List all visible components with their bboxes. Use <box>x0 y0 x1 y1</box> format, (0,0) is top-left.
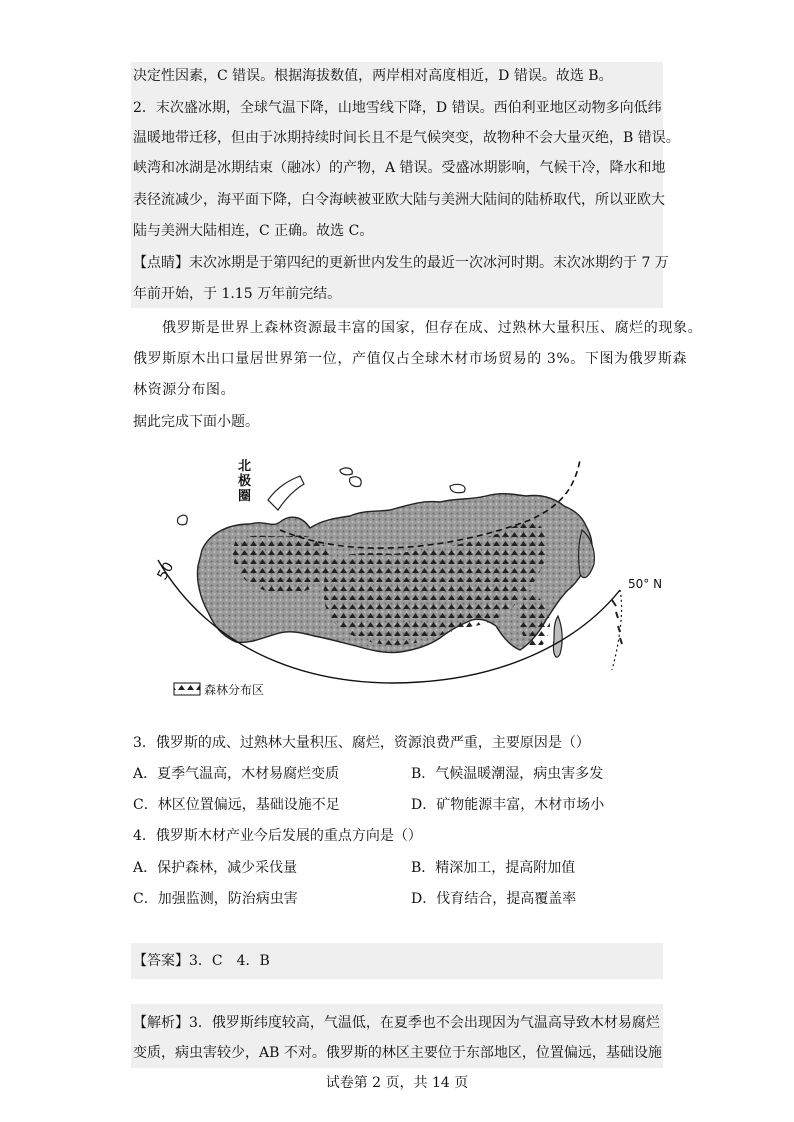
analysis-line: 温暖地带迁移，但由于冰期持续时间长且不是气候突变，故物种不会大量灭绝，B 错误。 <box>133 130 680 146</box>
kuril-islands <box>612 600 622 644</box>
intro-line: 俄罗斯原木出口量居世界第一位，产值仅占全球木材市场贸易的 3%。下图为俄罗斯森 <box>133 351 688 367</box>
q4-option-b: B．精深加工，提高附加值 <box>411 860 576 876</box>
kamchatka-peninsula <box>579 530 595 578</box>
question-3: 3．俄罗斯的成、过熟林大量积压、腐烂，资源浪费严重，主要原因是（） <box>133 735 590 751</box>
russia-forest-map <box>150 440 670 710</box>
q4-option-c: C．加强监测，防治病虫害 <box>133 891 298 907</box>
svalbard <box>177 515 187 525</box>
legend-swatch <box>174 683 200 695</box>
q4-option-d: D．伐育结合，提高覆盖率 <box>411 891 577 907</box>
franz-josef-land <box>340 468 352 475</box>
analysis-line: 表径流减少，海平面下降，白令海峡被亚欧大陆与美洲大陆间的陆桥取代，所以亚欧大 <box>133 192 665 208</box>
q3-option-c: C．林区位置偏远，基础设施不足 <box>133 797 340 813</box>
q3-option-a: A．夏季气温高，木材易腐烂变质 <box>133 766 340 782</box>
arctic-circle-label-3: 圈 <box>238 489 252 504</box>
analysis-line: 变质，病虫害较少，AB 不对。俄罗斯的林区主要位于东部地区，位置偏远，基础设施 <box>133 1045 662 1061</box>
answer-line: 【答案】3．C 4．B <box>133 953 270 969</box>
question-4: 4．俄罗斯木材产业今后发展的重点方向是（） <box>133 828 422 844</box>
intro-line: 俄罗斯是世界上森林资源最丰富的国家，但存在成、过熟林大量积压、腐烂的现象。 <box>162 320 703 336</box>
arctic-circle-label-2: 极 <box>238 474 252 489</box>
tip-line: 年前开始，于 1.15 万年前完结。 <box>133 286 342 302</box>
q3-option-b: B．气候温暖潮湿，病虫害多发 <box>411 766 604 782</box>
analysis-line: 陆与美洲大陆相连，C 正确。故选 C。 <box>133 223 374 239</box>
latitude-label-left: 50 <box>154 559 178 583</box>
instruction-line: 据此完成下面小题。 <box>133 414 259 430</box>
page-footer: 试卷第 2 页，共 14 页 <box>325 1075 469 1091</box>
severnaya-zemlya-island <box>350 477 362 487</box>
analysis-line: 决定性因素，C 错误。根据海拔数值，两岸相对高度相近，D 错误。故选 B。 <box>133 68 613 84</box>
tip-line: 【点睛】末次冰期是于第四纪的更新世内发生的最近一次冰河时期。末次冰期约于 7 万 <box>133 255 669 271</box>
legend-label: 森林分布区 <box>204 683 265 697</box>
new-siberian-islands <box>450 484 465 492</box>
sakhalin-island <box>553 616 562 657</box>
arctic-circle-label-1: 北 <box>238 459 252 474</box>
analysis-line: 峡湾和冰湖是冰期结束（融冰）的产物，A 错误。受盛冰期影响，气候干冷，降水和地 <box>133 160 666 176</box>
q3-option-d: D．矿物能源丰富，木材市场小 <box>411 797 605 813</box>
analysis-line: 【解析】3．俄罗斯纬度较高，气温低，在夏季也不会出现因为气温高导致木材易腐烂 <box>133 1015 660 1031</box>
analysis-line: 2．末次盛冰期，全球气温下降，山地雪线下降，D 错误。西伯利亚地区动物多向低纬 <box>133 100 662 116</box>
latitude-label-right: 50° N <box>628 577 663 591</box>
q4-option-a: A．保护森林，减少采伐量 <box>133 860 298 876</box>
novaya-zemlya-island <box>268 476 304 510</box>
intro-line: 林资源分布图。 <box>133 382 236 398</box>
